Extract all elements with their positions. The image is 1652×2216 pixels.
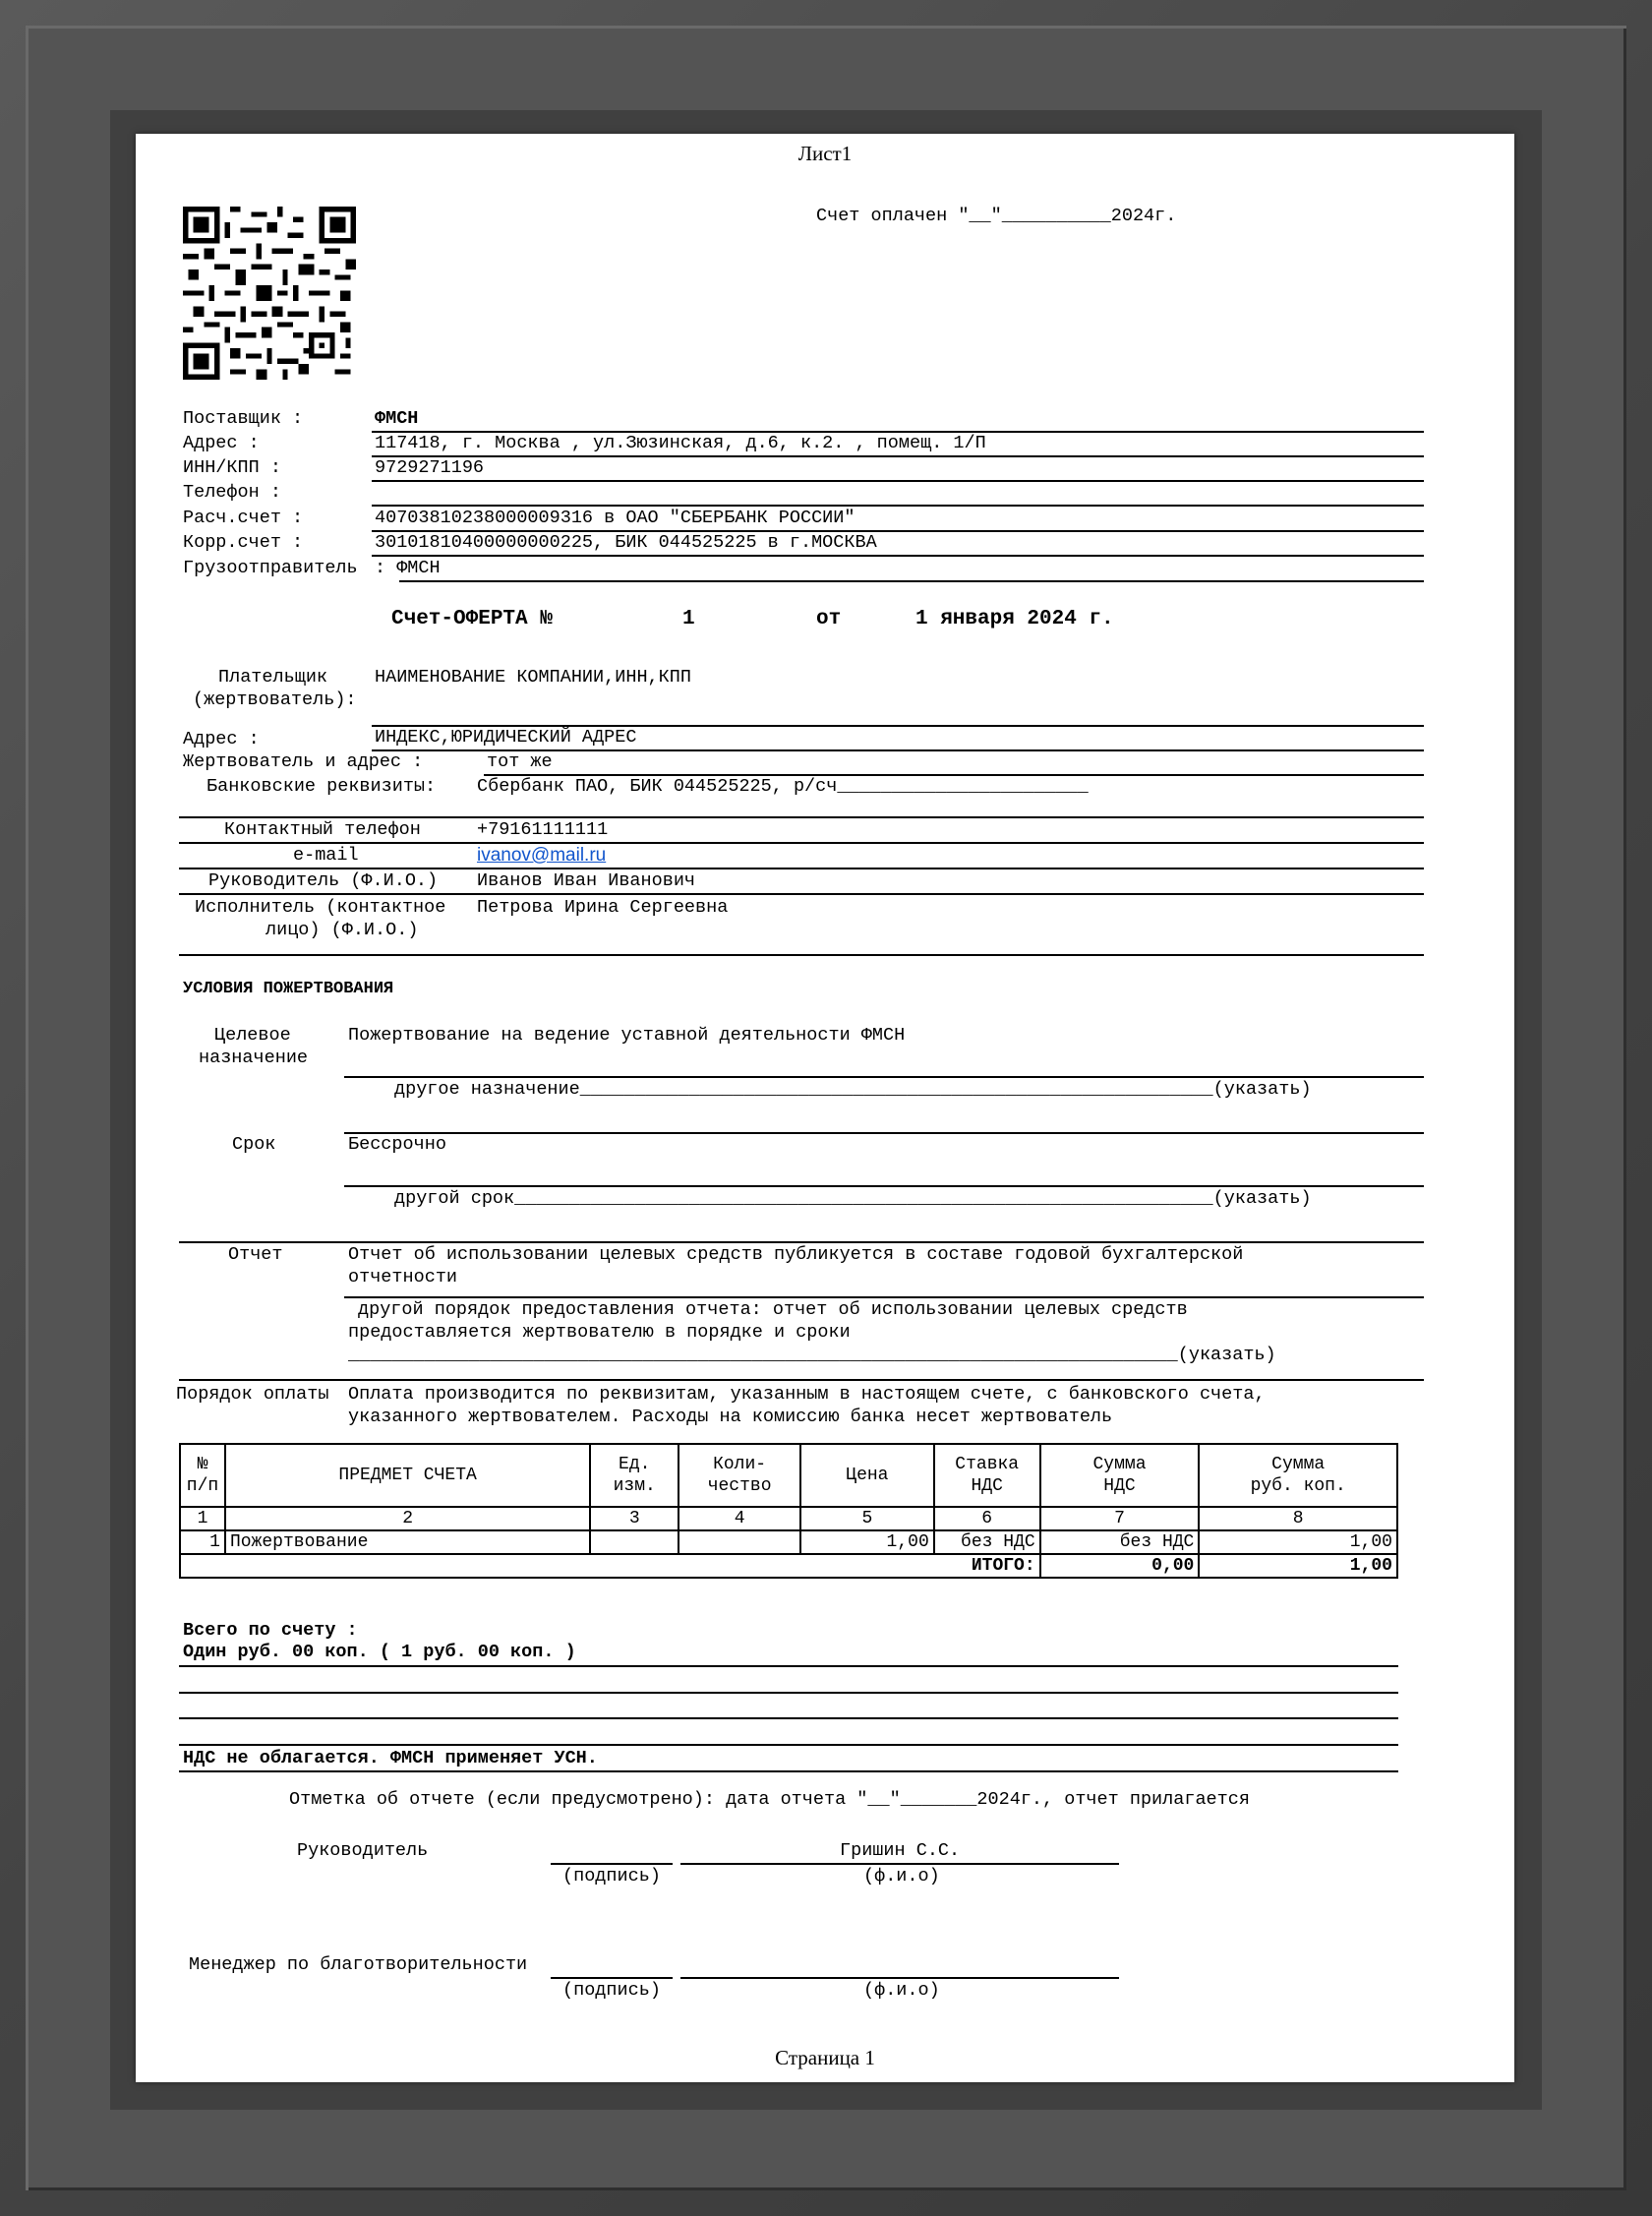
col-number: 5: [800, 1507, 934, 1530]
header-number: № п/п: [180, 1444, 225, 1507]
purpose-label-2: назначение: [199, 1048, 309, 1068]
bank-details-value: Сбербанк ПАО, БИК 044525225, р/сч_______________________: [477, 776, 1089, 797]
head-value: Иванов Иван Иванович: [477, 870, 696, 891]
line: [179, 1770, 1398, 1772]
col-number: 6: [934, 1507, 1040, 1530]
payer-label-2: (жертвователь):: [193, 689, 357, 710]
account-value: 40703810238000009316 в ОАО "СБЕРБАНК РОССИИ": [375, 508, 856, 528]
col-number: 7: [1040, 1507, 1200, 1530]
sheet-title: Лист1: [797, 142, 853, 165]
payment-value: Оплата производится по реквизитам, указанным в настоящем счете, с банковского счета,: [348, 1384, 1266, 1405]
row-sum: 1,00: [1199, 1530, 1397, 1554]
sign-caption: (подпись): [562, 1866, 661, 1887]
term-other: другой срок________________________________________________________________(указать): [394, 1188, 1312, 1209]
purpose-other: другое назначение__________________________________________________________(указать): [394, 1079, 1312, 1100]
shipper-value: : ФМСН: [375, 558, 441, 578]
payment-value-2: указанного жертвователем. Расходы на комиссию банка несет жертвователь: [348, 1407, 1113, 1427]
report-other: другой порядок предоставления отчета: отчет об использовании целевых средств: [358, 1299, 1188, 1320]
line: [179, 954, 1424, 956]
term-label: Срок: [232, 1134, 276, 1155]
totals-label: Всего по счету :: [183, 1620, 358, 1641]
row-number: 1: [180, 1530, 225, 1554]
invoice-date: 1 января 2024 г.: [915, 608, 1114, 630]
header-sum: Сумма руб. коп.: [1199, 1444, 1397, 1507]
line: [399, 580, 1424, 582]
report-value-2: отчетности: [348, 1267, 458, 1288]
column-number-row: [180, 1507, 1397, 1530]
row-price: 1,00: [800, 1530, 934, 1554]
address-label: Адрес :: [183, 433, 260, 453]
conditions-heading: УСЛОВИЯ ПОЖЕРТВОВАНИЯ: [183, 980, 394, 998]
row-name: Пожертвование: [225, 1530, 590, 1554]
row-unit: [590, 1530, 678, 1554]
supplier-label: Поставщик :: [183, 408, 304, 429]
signature-role: Менеджер по благотворительности: [189, 1954, 528, 1975]
page-footer: Страница 1: [775, 2046, 875, 2069]
col-number: 1: [180, 1507, 225, 1530]
document-page: [136, 134, 1514, 2082]
table-header-row: [180, 1444, 1397, 1507]
report-other-3: ____________________________________________________________________________(указать): [348, 1345, 1276, 1365]
address-value: 117418, г. Москва , ул.Зюзинская, д.6, к.2. , помещ. 1/П: [375, 433, 986, 453]
col-number: 4: [678, 1507, 800, 1530]
payer-address-label: Адрес :: [183, 729, 260, 749]
inn-label: ИНН/КПП :: [183, 457, 281, 478]
qr-code-icon: [175, 207, 364, 380]
donor-label: Жертвователь и адрес :: [183, 751, 424, 772]
purpose-label: Целевое: [214, 1025, 291, 1046]
report-mark: Отметка об отчете (если предусмотрено): дата отчета "__"_______2024г., отчет прилагается: [289, 1789, 1250, 1810]
supplier-value: ФМСН: [375, 408, 419, 429]
corr-account-value: 30101810400000000225, БИК 044525225 в г.МОСКВА: [375, 532, 877, 553]
head-label: Руководитель (Ф.И.О.): [208, 870, 439, 891]
invoice-from: от: [816, 608, 842, 630]
header-vat-rate: Ставка НДС: [934, 1444, 1040, 1507]
contact-phone-label: Контактный телефон: [224, 819, 421, 840]
total-vat: 0,00: [1040, 1554, 1200, 1578]
line: [372, 480, 1424, 482]
row-quantity: [678, 1530, 800, 1554]
row-vat-sum: без НДС: [1040, 1530, 1200, 1554]
donor-value: тот же: [487, 751, 553, 772]
line: [179, 1717, 1398, 1719]
line: [179, 1744, 1398, 1746]
payer-value: НАИМЕНОВАНИЕ КОМПАНИИ,ИНН,КПП: [375, 667, 691, 688]
email-label: e-mail: [293, 845, 359, 866]
vat-note: НДС не облагается. ФМСН применяет УСН.: [183, 1748, 598, 1768]
line: [179, 842, 1424, 844]
purpose-value: Пожертвование на ведение уставной деятельности ФМСН: [348, 1025, 906, 1046]
col-number: 2: [225, 1507, 590, 1530]
invoice-number: 1: [682, 608, 695, 630]
paid-line: Счет оплачен "__"__________2024г.: [816, 206, 1177, 226]
col-number: 8: [1199, 1507, 1397, 1530]
payer-label: Плательщик: [218, 667, 328, 688]
line: [372, 555, 1424, 557]
bank-details-label: Банковские реквизиты:: [206, 776, 437, 797]
line: [179, 893, 1424, 895]
header-price: Цена: [800, 1444, 934, 1507]
sign-caption: (подпись): [562, 1980, 661, 2001]
col-number: 3: [590, 1507, 678, 1530]
line: [344, 1132, 1424, 1134]
account-label: Расч.счет :: [183, 508, 304, 528]
line: [179, 1379, 1424, 1381]
report-label: Отчет: [228, 1244, 283, 1265]
inn-value: 9729271196: [375, 457, 485, 478]
payer-address-value: ИНДЕКС,ЮРИДИЧЕСКИЙ АДРЕС: [375, 727, 637, 748]
total-sum: 1,00: [1199, 1554, 1397, 1578]
report-other-2: предоставляется жертвователю в порядке и сроки: [348, 1322, 851, 1343]
header-vat-sum: Сумма НДС: [1040, 1444, 1200, 1507]
phone-label: Телефон :: [183, 482, 281, 503]
header-unit: Ед. изм.: [590, 1444, 678, 1507]
name-caption: (ф.и.о): [863, 1866, 940, 1887]
total-row: [180, 1554, 1397, 1578]
email-link[interactable]: ivanov@mail.ru: [477, 845, 607, 866]
line: [372, 455, 1424, 457]
signature-name: Гришин С.С.: [840, 1840, 961, 1861]
table-row: [180, 1530, 1397, 1554]
invoice-title: Счет-ОФЕРТА №: [391, 608, 553, 630]
line: [179, 1692, 1398, 1694]
total-label: ИТОГО:: [180, 1554, 1040, 1578]
corr-account-label: Корр.счет :: [183, 532, 304, 553]
executor-label: Исполнитель (контактное: [195, 897, 446, 918]
name-caption: (ф.и.о): [863, 1980, 940, 2001]
items-table: [179, 1443, 1398, 1579]
contact-phone-value: +79161111111: [477, 819, 609, 840]
executor-label-2: лицо) (Ф.И.О.): [266, 920, 419, 940]
shipper-label: Грузоотправитель: [183, 558, 358, 578]
line: [179, 1665, 1398, 1667]
term-value: Бессрочно: [348, 1134, 446, 1155]
payment-label: Порядок оплаты: [176, 1384, 329, 1405]
totals-words: Один руб. 00 коп. ( 1 руб. 00 коп. ): [183, 1642, 576, 1662]
executor-value: Петрова Ирина Сергеевна: [477, 897, 729, 918]
report-value: Отчет об использовании целевых средств публикуется в составе годовой бухгалтерской: [348, 1244, 1244, 1265]
signature-role: Руководитель: [297, 1840, 429, 1861]
header-quantity: Коли- чество: [678, 1444, 800, 1507]
header-subject: ПРЕДМЕТ СЧЕТА: [225, 1444, 590, 1507]
row-vat-rate: без НДС: [934, 1530, 1040, 1554]
